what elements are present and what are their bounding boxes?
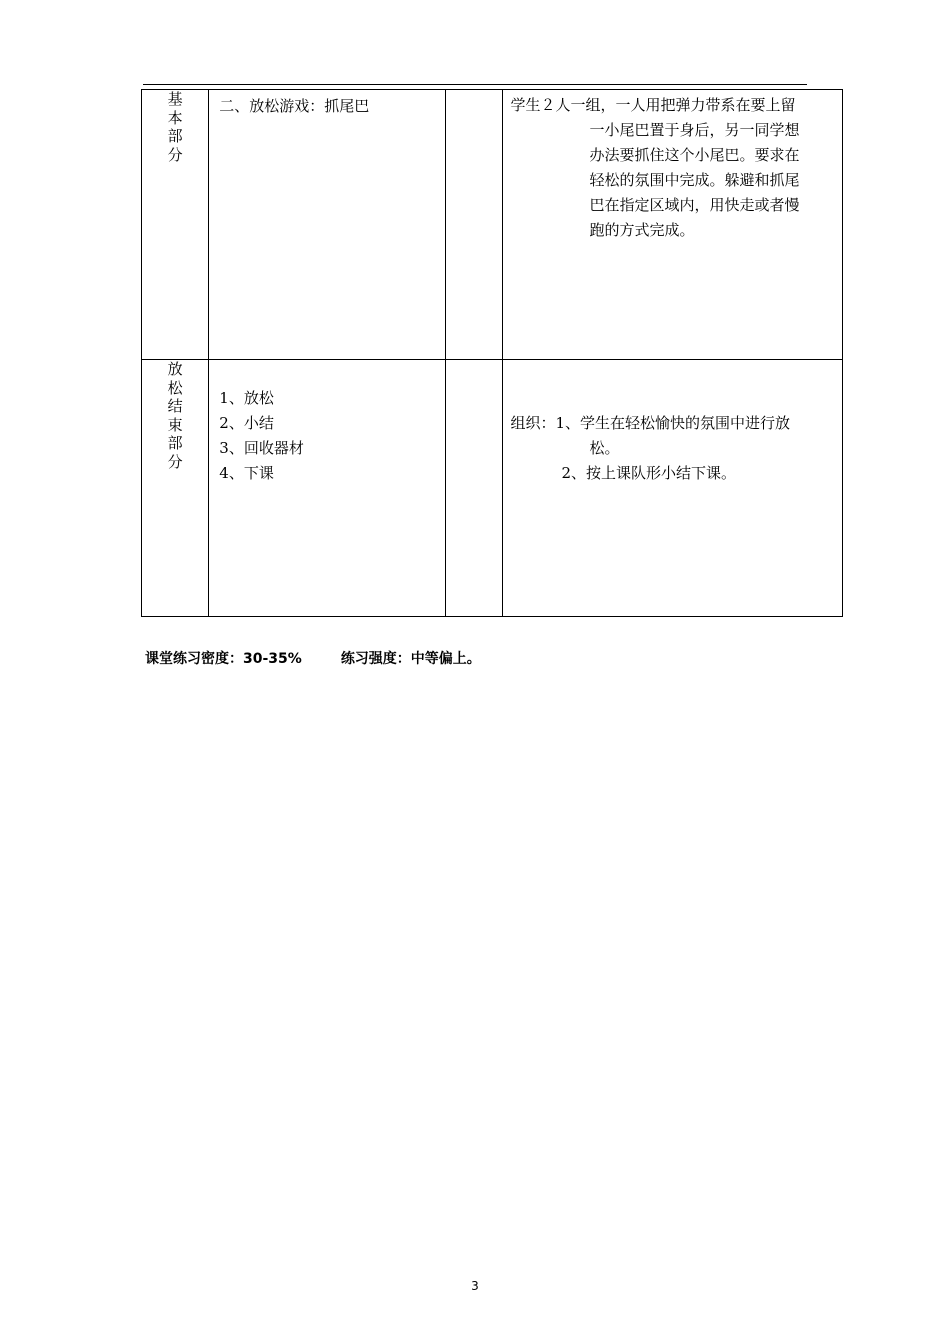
content-line: 4、下课 bbox=[219, 464, 274, 482]
section-cell bbox=[142, 90, 209, 360]
organization-line: 一小尾巴置于身后，另一同学想 bbox=[589, 121, 800, 139]
section-label-basic: 基本部分 bbox=[167, 90, 183, 164]
table-row-basic bbox=[142, 90, 843, 360]
content-line: 2、小结 bbox=[219, 414, 274, 432]
organization-line: 巴在指定区域内，用快走或者慢 bbox=[589, 196, 800, 214]
page-number: 3 bbox=[471, 1279, 479, 1293]
content-line: 3、回收器材 bbox=[219, 439, 304, 457]
organization-line: 2、按上课队形小结下课。 bbox=[561, 464, 737, 482]
practice-summary bbox=[145, 648, 481, 668]
content-cell bbox=[209, 360, 446, 617]
table-row-cooldown bbox=[142, 360, 843, 617]
content-line: 1、放松 bbox=[219, 389, 274, 407]
header-rule bbox=[143, 84, 807, 85]
practice-intensity: 练习强度：中等偏上。 bbox=[340, 651, 481, 667]
organization-line: 办法要抓住这个小尾巴。要求在 bbox=[589, 146, 800, 164]
organization-line: 组织：1、学生在轻松愉快的氛围中进行放 bbox=[510, 414, 791, 432]
organization-line: 学生２人一组，一人用把弹力带系在要上留 bbox=[510, 96, 796, 114]
organization-line: 轻松的氛围中完成。躲避和抓尾 bbox=[589, 171, 800, 189]
section-label-cooldown: 放松结束部分 bbox=[167, 360, 183, 471]
organization-line: 松。 bbox=[589, 439, 620, 457]
practice-density: 课堂练习密度：30-35% bbox=[145, 651, 302, 667]
organization-cell bbox=[502, 90, 842, 360]
time-cell bbox=[446, 360, 502, 617]
section-cell bbox=[142, 360, 209, 617]
content-cell bbox=[209, 90, 446, 360]
organization-line: 跑的方式完成。 bbox=[589, 221, 695, 239]
time-cell bbox=[446, 90, 502, 360]
organization-cell bbox=[502, 360, 842, 617]
content-line: 二、放松游戏：抓尾巴 bbox=[219, 97, 370, 115]
lesson-plan-table bbox=[141, 89, 843, 617]
